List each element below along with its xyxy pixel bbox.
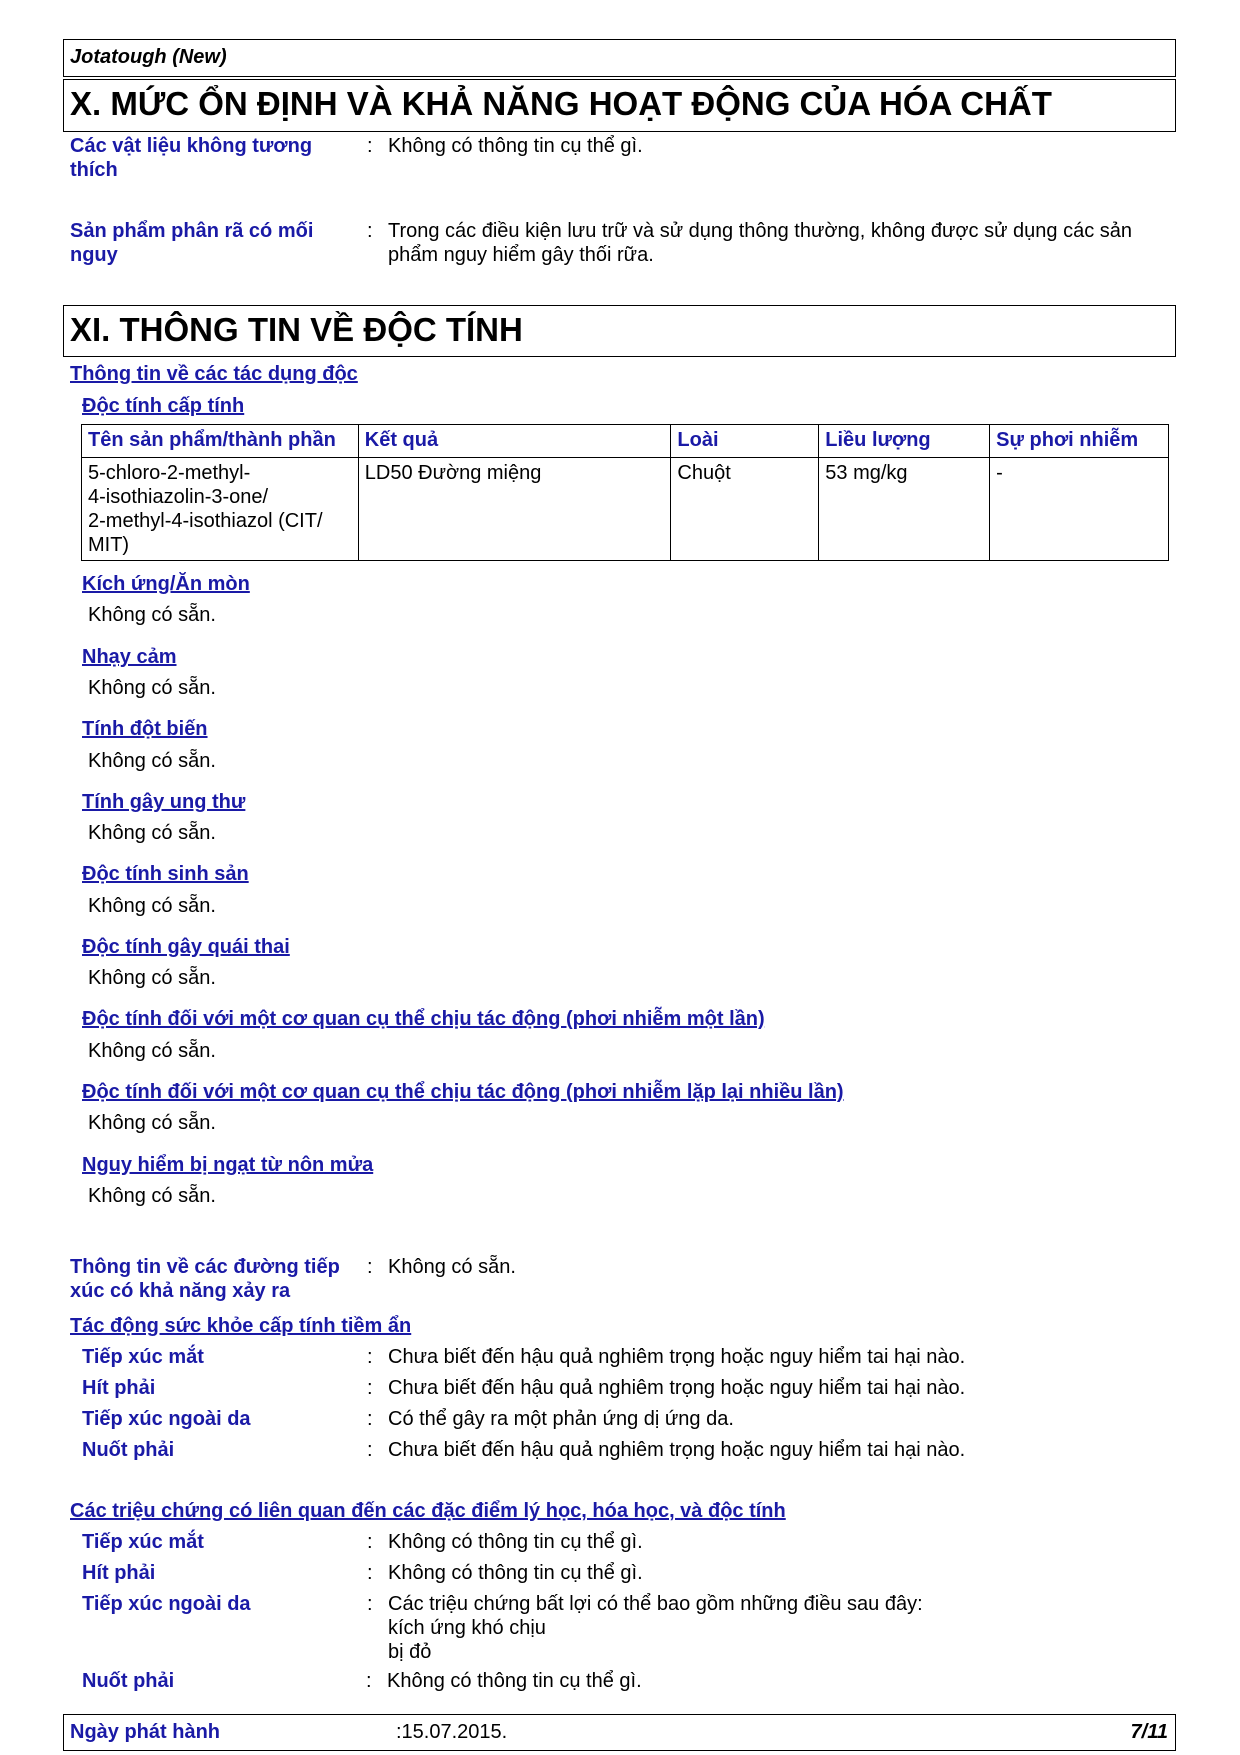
acute-inhalation-value: Chưa biết đến hậu quả nghiêm trọng hoặc nguy hiểm tai hại nào. <box>388 1377 966 1399</box>
subsection-heading[interactable]: Độc tính đối với một cơ quan cụ thể chịu tác động (phơi nhiễm lặp lại nhiều lần) <box>82 1081 844 1103</box>
footer-box <box>63 1714 1176 1751</box>
subsection-value: Không có sẵn. <box>88 822 216 844</box>
header-box <box>63 39 1176 77</box>
symptoms-skin-value: Các triệu chứng bất lợi có thể bao gồm những điều sau đây: kích ứng khó chịu bị đỏ <box>388 1593 923 1663</box>
decomposition-label: Sản phẩm phân rã có mối nguy <box>70 220 314 266</box>
acute-skin-value: Có thể gây ra một phản ứng dị ứng da. <box>388 1408 734 1430</box>
colon: : <box>367 1256 373 1278</box>
routes-label: Thông tin về các đường tiếp xúc có khả năng xảy ra <box>70 1256 340 1302</box>
subsection-value: Không có sẵn. <box>88 967 216 989</box>
subsection-value: Không có sẵn. <box>88 1112 216 1134</box>
symptoms-inhalation-value: Không có thông tin cụ thể gì. <box>388 1562 643 1584</box>
col-header-species: Loài <box>671 425 819 458</box>
colon: : <box>367 1562 373 1584</box>
footer-date-value: :15.07.2015. <box>396 1721 508 1743</box>
subsection-value: Không có sẵn. <box>88 1185 216 1207</box>
cell-result: LD50 Đường miệng <box>358 458 671 561</box>
symptoms-inhalation-label: Hít phải <box>82 1562 156 1584</box>
toxic-effects-heading[interactable]: Thông tin về các tác dụng độc <box>70 363 358 385</box>
colon: : <box>367 1593 373 1615</box>
subsection-heading[interactable]: Độc tính sinh sản <box>82 863 249 885</box>
subsection-heading[interactable]: Độc tính gây quái thai <box>82 936 290 958</box>
subsection-heading[interactable]: Tính gây ung thư <box>82 791 246 813</box>
acute-eye-value: Chưa biết đến hậu quả nghiêm trọng hoặc nguy hiểm tai hại nào. <box>388 1346 966 1368</box>
subsection-value: Không có sẵn. <box>88 677 216 699</box>
subsection-heading[interactable]: Nhạy cảm <box>82 646 177 668</box>
product-name: Jotatough (New) <box>70 46 227 68</box>
col-header-result: Kết quả <box>358 425 671 458</box>
acute-ingestion-value: Chưa biết đến hậu quả nghiêm trọng hoặc nguy hiểm tai hại nào. <box>388 1439 966 1461</box>
acute-inhalation-label: Hít phải <box>82 1377 156 1399</box>
incompatible-label: Các vật liệu không tương thích <box>70 135 313 181</box>
colon: : <box>367 135 373 157</box>
subsection-heading[interactable]: Kích ứng/Ăn mòn <box>82 573 250 595</box>
table-header-row <box>82 425 1169 458</box>
symptoms-heading[interactable]: Các triệu chứng có liên quan đến các đặc điểm lý học, hóa học, và độc tính <box>70 1500 786 1522</box>
symptoms-ingestion-value: Không có thông tin cụ thể gì. <box>387 1670 642 1692</box>
section-10-title: X. MỨC ỔN ĐỊNH VÀ KHẢ NĂNG HOẠT ĐỘNG CỦA HÓA CHẤT <box>70 85 1052 122</box>
page-number: 7/11 <box>1130 1721 1168 1743</box>
symptoms-skin-label: Tiếp xúc ngoài da <box>82 1593 251 1615</box>
subsection-value: Không có sẵn. <box>88 604 216 626</box>
decomposition-value: Trong các điều kiện lưu trữ và sử dụng thông thường, không được sử dụng các sản phẩm nguy hiểm gây thối rữa. <box>388 220 1133 266</box>
subsection-heading[interactable]: Nguy hiểm bị ngạt từ nôn mửa <box>82 1154 374 1176</box>
colon: : <box>367 1408 373 1430</box>
section-11-title: XI. THÔNG TIN VỀ ĐỘC TÍNH <box>70 311 523 348</box>
colon: : <box>367 1346 373 1368</box>
cell-exposure: - <box>990 458 1169 561</box>
symptoms-eye-value: Không có thông tin cụ thể gì. <box>388 1531 643 1553</box>
routes-value: Không có sẵn. <box>388 1256 516 1278</box>
acute-ingestion-label: Nuốt phải <box>82 1439 175 1461</box>
cell-name: 5-chloro-2-methyl- 4-isothiazolin-3-one/ 2-methyl-4-isothiazol (CIT/ MIT) <box>82 458 359 561</box>
acute-health-heading[interactable]: Tác động sức khỏe cấp tính tiềm ẩn <box>70 1315 412 1337</box>
col-header-exposure: Sự phơi nhiễm <box>990 425 1169 458</box>
subsection-heading[interactable]: Tính đột biến <box>82 718 208 740</box>
table-row <box>82 458 1169 561</box>
acute-toxicity-table <box>81 424 1169 561</box>
incompatible-value: Không có thông tin cụ thể gì. <box>388 135 643 157</box>
acute-eye-label: Tiếp xúc mắt <box>82 1346 204 1368</box>
acute-toxicity-heading[interactable]: Độc tính cấp tính <box>82 395 245 417</box>
subsection-value: Không có sẵn. <box>88 895 216 917</box>
symptoms-eye-label: Tiếp xúc mắt <box>82 1531 204 1553</box>
colon: : <box>367 1377 373 1399</box>
colon: : <box>367 1439 373 1461</box>
acute-skin-label: Tiếp xúc ngoài da <box>82 1408 251 1430</box>
cell-species: Chuột <box>671 458 819 561</box>
subsection-value: Không có sẵn. <box>88 750 216 772</box>
colon: : <box>367 220 373 242</box>
subsection-heading[interactable]: Độc tính đối với một cơ quan cụ thể chịu tác động (phơi nhiễm một lần) <box>82 1008 765 1030</box>
colon: : <box>367 1531 373 1553</box>
cell-dose: 53 mg/kg <box>819 458 990 561</box>
symptoms-ingestion-label: Nuốt phải <box>82 1670 175 1692</box>
colon: : <box>366 1670 372 1692</box>
subsection-value: Không có sẵn. <box>88 1040 216 1062</box>
col-header-name: Tên sản phẩm/thành phần <box>82 425 359 458</box>
col-header-dose: Liều lượng <box>819 425 990 458</box>
footer-date-label: Ngày phát hành <box>70 1721 221 1743</box>
